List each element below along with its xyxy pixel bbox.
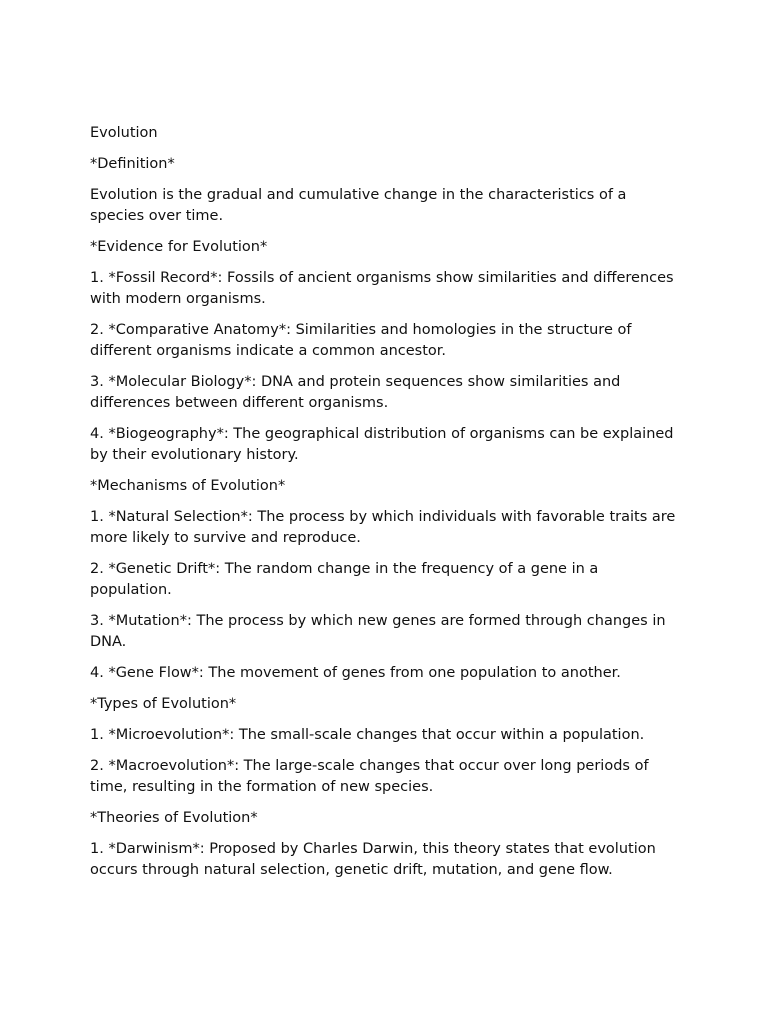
- document-page: [90, 123, 680, 891]
- theory-item-darwinism: 1. *Darwinism*: Proposed by Charles Darwin, this theory states that evolution occurs through natural selection, genetic drift, mutation, and gene flow.: [90, 841, 656, 878]
- section-heading-definition: *Definition*: [90, 156, 175, 172]
- mechanism-item-gene-flow: 4. *Gene Flow*: The movement of genes from one population to another.: [90, 665, 621, 681]
- mechanism-item-natural-selection: 1. *Natural Selection*: The process by which individuals with favorable traits are more likely to survive and reproduce.: [90, 509, 676, 546]
- section-heading-theories: *Theories of Evolution*: [90, 810, 258, 826]
- section-heading-evidence: *Evidence for Evolution*: [90, 239, 268, 255]
- evidence-item-biogeography: 4. *Biogeography*: The geographical distribution of organisms can be explained by their evolutionary history.: [90, 426, 674, 463]
- evidence-item-comparative-anatomy: 2. *Comparative Anatomy*: Similarities and homologies in the structure of different organisms indicate a common ancestor.: [90, 322, 632, 359]
- document-title: Evolution: [90, 125, 158, 141]
- evidence-item-molecular-biology: 3. *Molecular Biology*: DNA and protein sequences show similarities and differences between different organisms.: [90, 374, 621, 411]
- section-heading-types: *Types of Evolution*: [90, 696, 237, 712]
- mechanism-item-genetic-drift: 2. *Genetic Drift*: The random change in the frequency of a gene in a population.: [90, 561, 599, 598]
- type-item-microevolution: 1. *Microevolution*: The small-scale changes that occur within a population.: [90, 727, 645, 743]
- definition-paragraph: Evolution is the gradual and cumulative change in the characteristics of a species over time.: [90, 187, 627, 224]
- mechanism-item-mutation: 3. *Mutation*: The process by which new genes are formed through changes in DNA.: [90, 613, 666, 650]
- evidence-item-fossil-record: 1. *Fossil Record*: Fossils of ancient organisms show similarities and differences with modern organisms.: [90, 270, 674, 307]
- section-heading-mechanisms: *Mechanisms of Evolution*: [90, 478, 286, 494]
- type-item-macroevolution: 2. *Macroevolution*: The large-scale changes that occur over long periods of time, resulting in the formation of new species.: [90, 758, 649, 795]
